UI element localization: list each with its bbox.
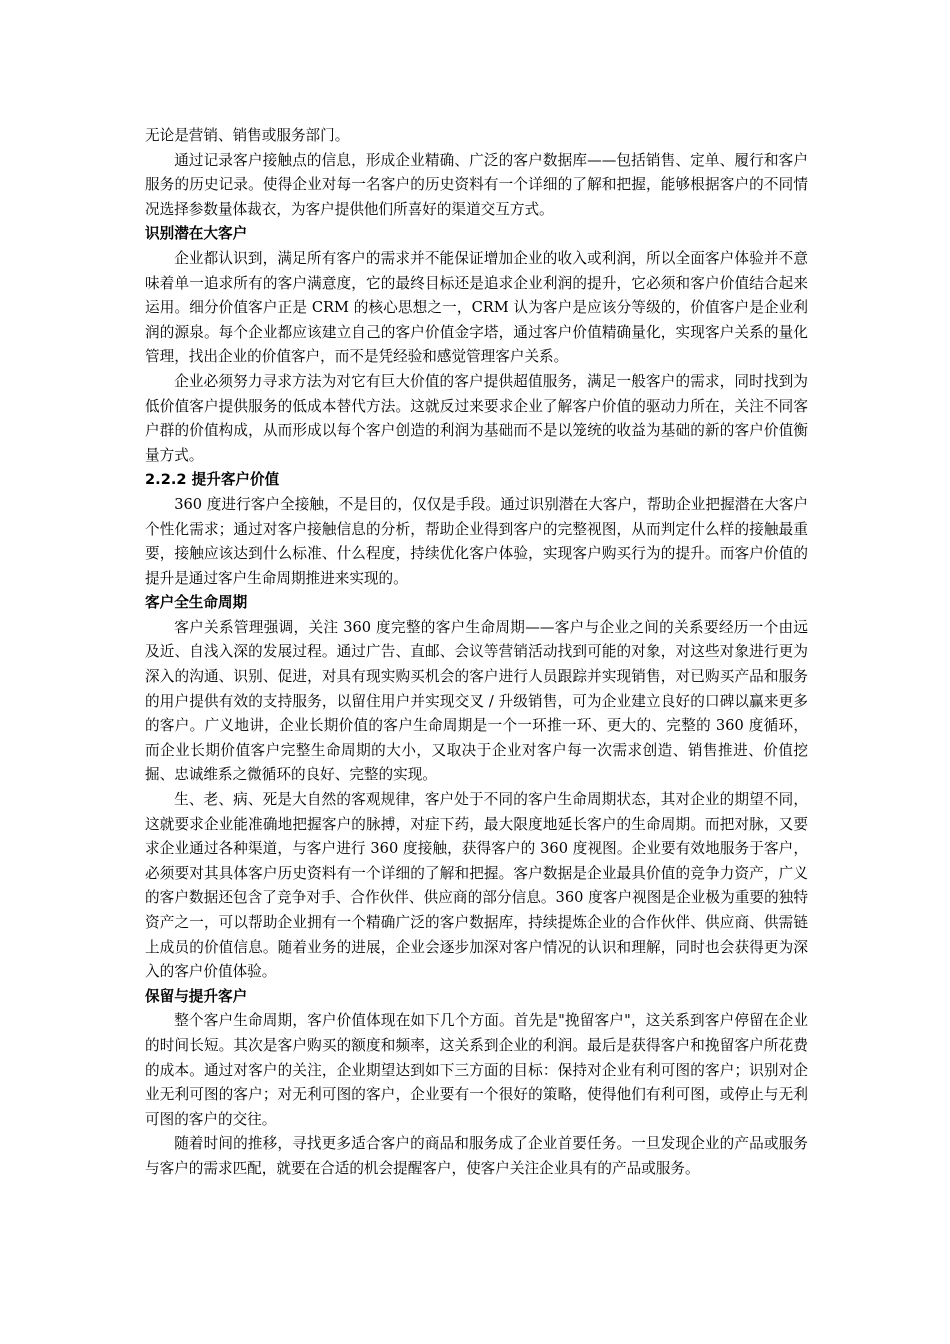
heading-customer-lifecycle: 客户全生命周期 xyxy=(145,594,248,612)
paragraph-lifecycle-management: 客户关系管理强调，关注 360 度完整的客户生命周期——客户与企业之间的关系要经历一个由远及近、自浅入深的发展过程。通过广告、直邮、会议等营销活动找到可能的对象，对这些对象进行更为深入的沟通、识别、促进，对具有现实购买机会的客户进行人员跟踪并实现销售，对已购买产品和服务的用户提供有效的支持服务，以留住用户并实现交叉 / 升级销售，可为企业建立良好的口碑以赢来更多的客户。广义地讲，企业长期价值的客户生命周期是一个一环推一环、更大的、完整的 360 度循环，而企业长期价值客户完整生命周期的大小，又取决于企业对客户每一次需求创造、销售推进、价值挖掘、忠诚维系之微循环的良好、完整的实现。 xyxy=(145,618,808,784)
paragraph-contact-records: 通过记录客户接触点的信息，形成企业精确、广泛的客户数据库——包括销售、定单、履行和客户服务的历史记录。使得企业对每一名客户的历史资料有一个详细的了解和把握，能够根据客户的不同情况选择参数量体裁衣，为客户提供他们所喜好的渠道交互方式。 xyxy=(145,151,808,218)
paragraph-find-products: 随着时间的推移，寻找更多适合客户的商品和服务成了企业首要任务。一旦发现企业的产品或服务与客户的需求匹配，就要在合适的机会提醒客户，使客户关注企业具有的产品或服务。 xyxy=(145,1135,808,1177)
heading-identify-big-customers: 识别潜在大客户 xyxy=(145,225,248,243)
paragraph-value-services: 企业必须努力寻求方法为对它有巨大价值的客户提供超值服务，满足一般客户的需求，同时找到为低价值客户提供服务的低成本替代方法。这就反过来要求企业了解客户价值的驱动力所在，关注不同客户群的价值构成，从而形成以每个客户创造的利润为基础而不是以笼统的收益为基础的新的客户价值衡量方式。 xyxy=(145,372,808,464)
paragraph-continuation: 无论是营销、销售或服务部门。 xyxy=(145,127,350,144)
paragraph-customer-value: 企业都认识到，满足所有客户的需求并不能保证增加企业的收入或利润，所以全面客户体验并不意味着单一追求所有的客户满意度，它的最终目标还是追求企业利润的提升，它必须和客户价值结合起来运用。细分价值客户正是 CRM 的核心思想之一，CRM 认为客户是应该分等级的，价值客户是企业利润的源泉。每个企业都应该建立自己的客户价值金字塔，通过客户价值精确量化，实现客户关系的量化管理，找出企业的价值客户，而不是凭经验和感觉管理客户关系。 xyxy=(145,249,808,366)
heading-retain-customers: 保留与提升客户 xyxy=(145,987,248,1005)
paragraph-customer-value-aspects: 整个客户生命周期，客户价值体现在如下几个方面。首先是"挽留客户"，这关系到客户停留在企业的时间长短。其次是客户购买的额度和频率，这关系到企业的利润。最后是获得客户和挽留客户所花费的成本。通过对客户的关注，企业期望达到如下三方面的目标：保持对企业有利可图的客户；识别对企业无利可图的客户；对无利可图的客户，企业要有一个很好的策略，使得他们有利可图，或停止与无利可图的客户的交往。 xyxy=(145,1012,808,1128)
paragraph-360-contact: 360 度进行客户全接触，不是目的，仅仅是手段。通过识别潜在大客户，帮助企业把握潜在大客户个性化需求；通过对客户接触信息的分析，帮助企业得到客户的完整视图，从而判定什么样的接触最重要，接触应该达到什么标准、什么程度，持续优化客户体验，实现客户购买行为的提升。而客户价值的提升是通过客户生命周期推进来实现的。 xyxy=(145,495,808,587)
paragraph-lifecycle-nature: 生、老、病、死是大自然的客观规律，客户处于不同的客户生命周期状态，其对企业的期望不同，这就要求企业能准确地把握客户的脉搏，对症下药，最大限度地延长客户的生命周期。而把对脉，又要求企业通过各种渠道，与客户进行 360 度接触，获得客户的 360 度视图。企业要有效地服务于客户，必须要对其具体客户历史资料有一个详细的了解和把握。客户数据是企业最具价值的竞争力资产，广义的客户数据还包含了竞争对手、合作伙伴、供应商的部分信息。360 度客户视图是企业极为重要的独特资产之一，可以帮助企业拥有一个精确广泛的客户数据库，持续提炼企业的合作伙伴、供应商、供需链上成员的价值信息。随着业务的进展，企业会逐步加深对客户情况的认识和理解，同时也会获得更为深入的客户价值体验。 xyxy=(145,791,808,981)
document-page xyxy=(145,124,808,1182)
section-heading-2-2-2: 2.2.2 提升客户价值 xyxy=(145,471,280,489)
